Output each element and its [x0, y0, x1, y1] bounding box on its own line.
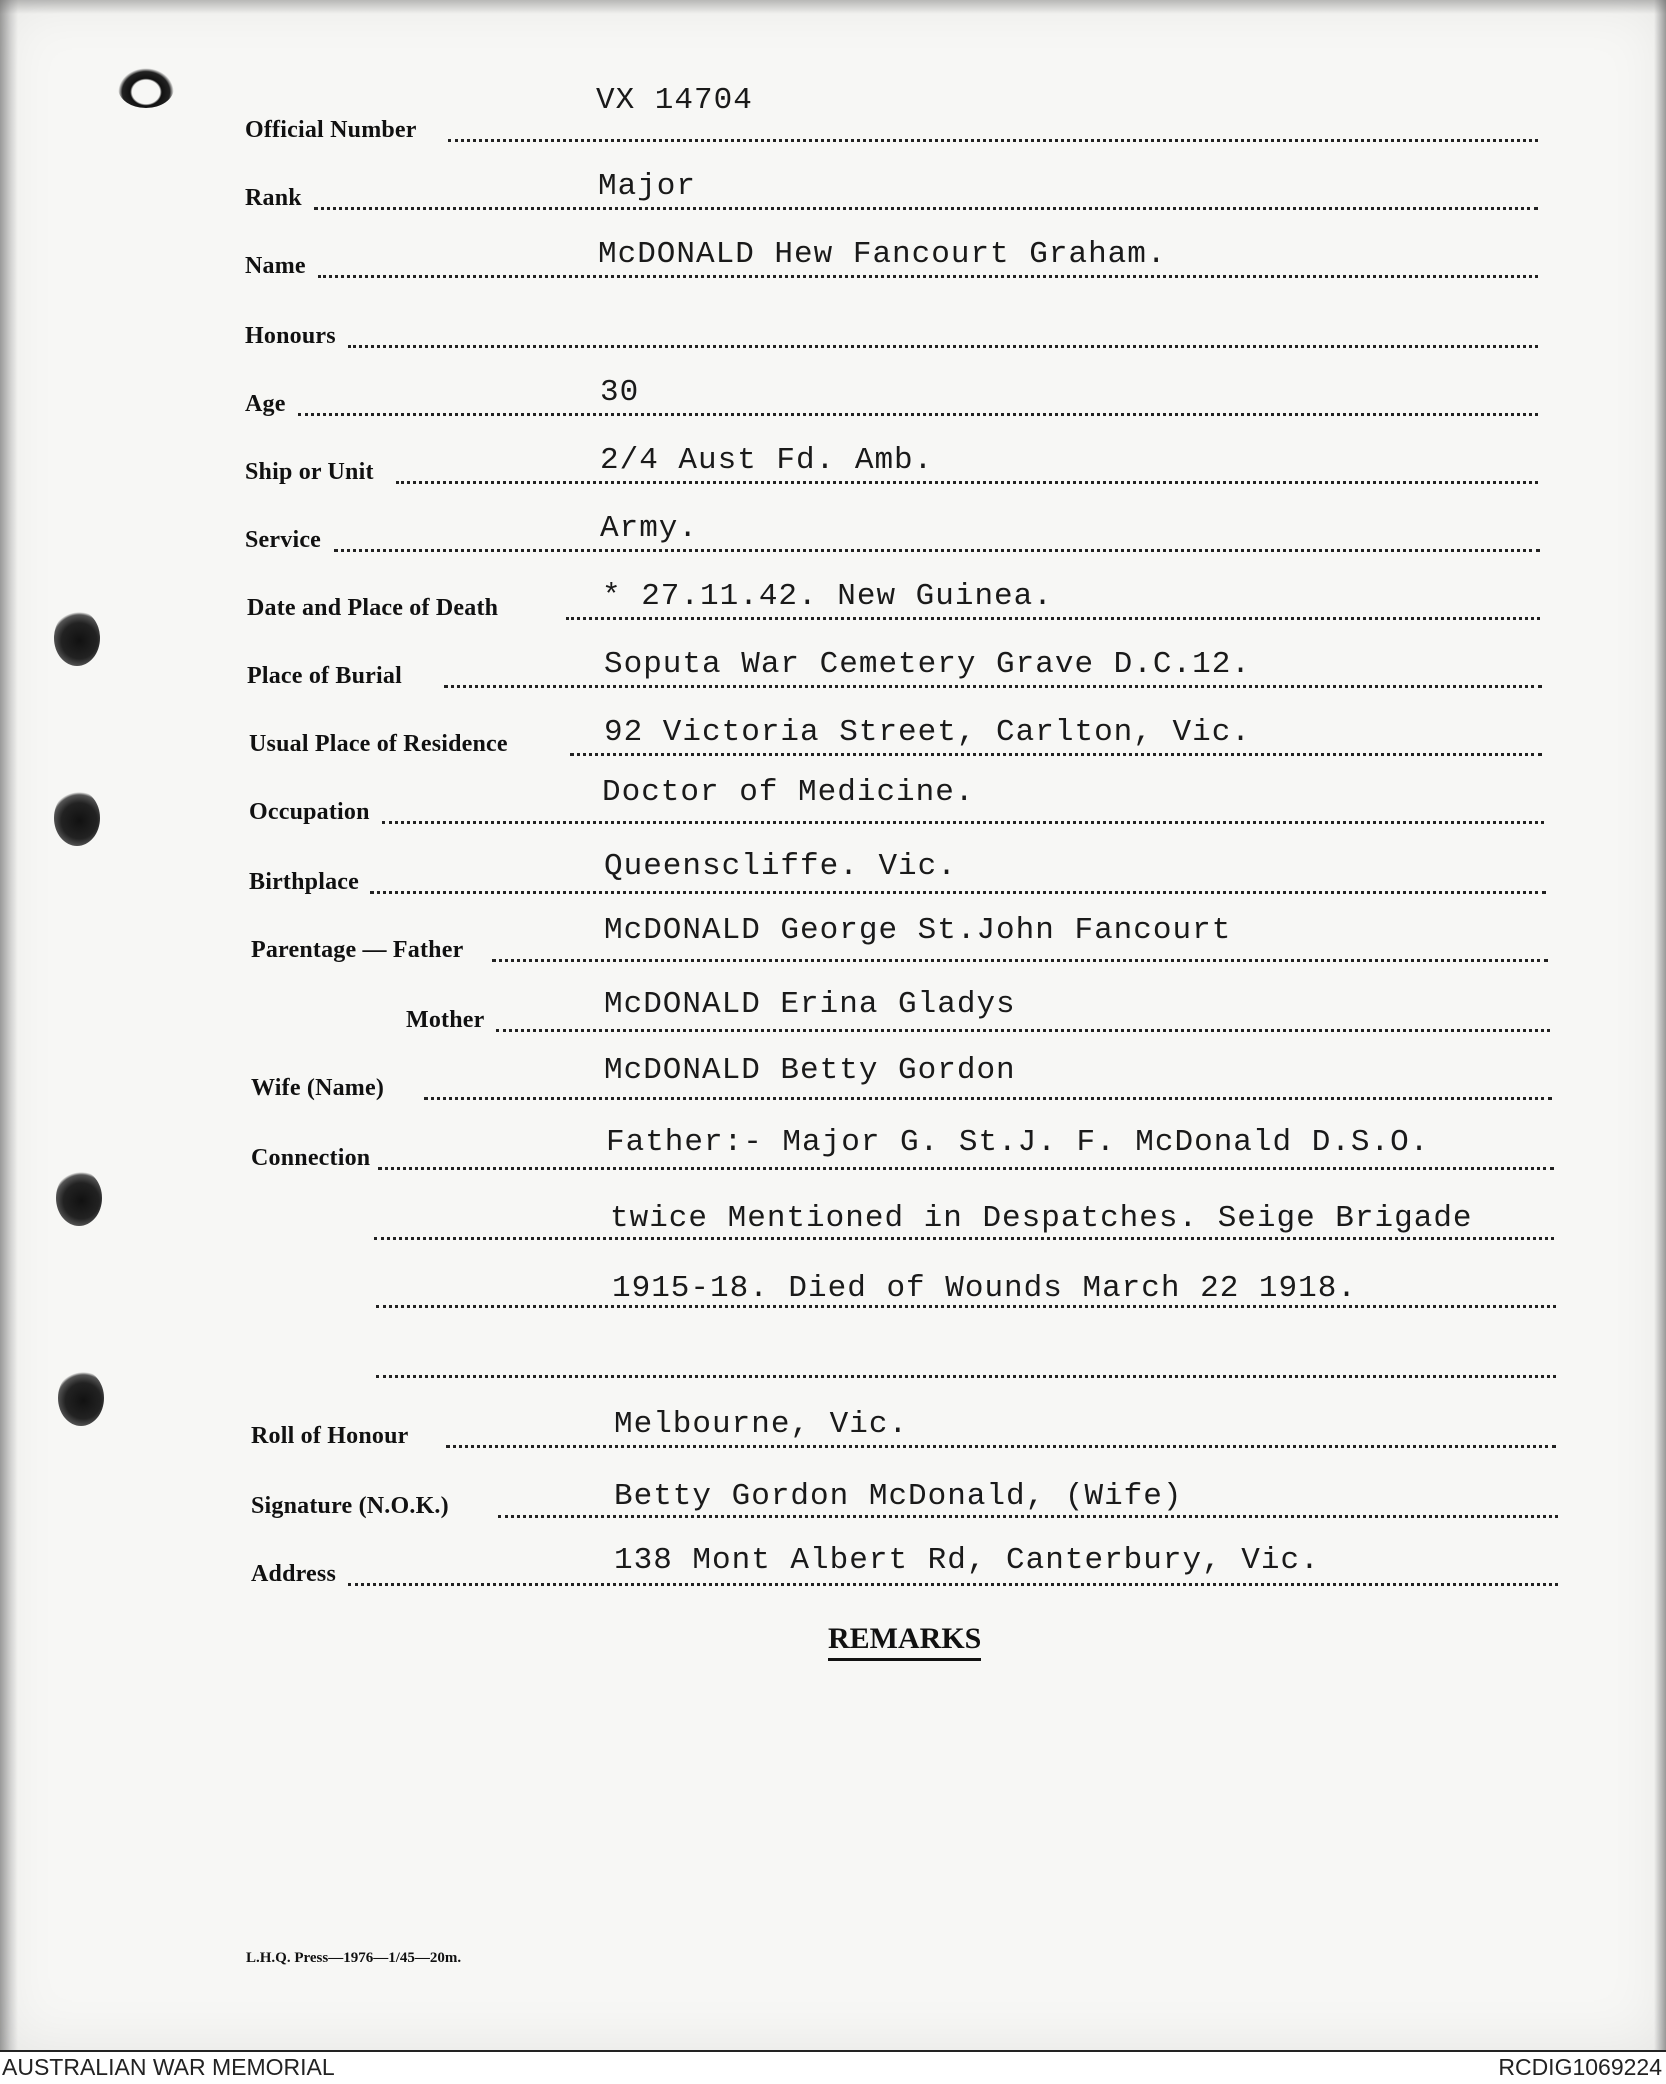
field-father — [0, 908, 1666, 978]
field-value: McDONALD Erina Gladys — [604, 987, 1016, 1022]
field-value: 138 Mont Albert Rd, Canterbury, Vic. — [614, 1543, 1320, 1578]
field-age — [0, 362, 1666, 432]
field-label: Ship or Unit — [245, 459, 374, 485]
field-value: Betty Gordon McDonald, (Wife) — [614, 1479, 1183, 1514]
field-label: Rank — [245, 185, 302, 211]
field-label: Connection — [251, 1145, 371, 1171]
dotted-line — [370, 891, 1546, 894]
field-value: McDONALD Hew Fancourt Graham. — [598, 237, 1167, 272]
dotted-line — [376, 1375, 1556, 1378]
dotted-line — [348, 345, 1538, 348]
field-official-number — [0, 83, 1666, 158]
dotted-line — [348, 1583, 1558, 1586]
dotted-line — [396, 481, 1538, 484]
field-value: Soputa War Cemetery Grave D.C.12. — [604, 647, 1251, 682]
scan-edge-top — [0, 0, 1666, 14]
field-label: Place of Burial — [247, 663, 402, 689]
dotted-line — [492, 959, 1548, 962]
field-connection-line — [0, 1186, 1666, 1256]
field-label: Name — [245, 253, 306, 279]
field-burial — [0, 634, 1666, 704]
credit-record-id: RCDIG1069224 — [1498, 2054, 1662, 2080]
field-label: Age — [245, 391, 286, 417]
credit-institution: AUSTRALIAN WAR MEMORIAL — [2, 2054, 335, 2080]
field-label: Honours — [245, 323, 336, 349]
dotted-line — [496, 1029, 1550, 1032]
field-name — [0, 224, 1666, 294]
field-birthplace — [0, 840, 1666, 910]
field-connection-line — [0, 1324, 1666, 1394]
print-note: L.H.Q. Press—1976—1/45—20m. — [246, 1950, 462, 1966]
field-label: Parentage — Father — [251, 937, 464, 963]
field-label: Wife (Name) — [251, 1075, 385, 1101]
field-value: * 27.11.42. New Guinea. — [602, 579, 1053, 614]
field-connection — [0, 1116, 1666, 1186]
dotted-line — [446, 1445, 1556, 1448]
dotted-line — [334, 549, 1540, 552]
dotted-line — [298, 413, 1538, 416]
field-connection-line — [0, 1254, 1666, 1324]
dotted-line — [378, 1167, 1554, 1170]
dotted-line — [382, 821, 1544, 824]
field-label: Official Number — [245, 117, 417, 143]
field-value: Major — [598, 169, 697, 204]
field-value: 2/4 Aust Fd. Amb. — [600, 443, 934, 478]
dotted-line — [448, 139, 1538, 142]
field-label: Occupation — [249, 799, 370, 825]
field-value: Father:- Major G. St.J. F. McDonald D.S.O. — [606, 1125, 1430, 1160]
field-occupation — [0, 770, 1666, 840]
field-mother — [0, 978, 1666, 1048]
field-value: 30 — [600, 375, 640, 410]
field-value: Army. — [600, 511, 699, 546]
field-value: McDONALD George St.John Fancourt — [604, 913, 1232, 948]
field-service — [0, 498, 1666, 568]
field-label: Roll of Honour — [251, 1423, 409, 1449]
field-label: Service — [245, 527, 322, 553]
dotted-line — [318, 275, 1538, 278]
field-honours — [0, 294, 1666, 364]
field-wife — [0, 1046, 1666, 1116]
field-signature — [0, 1464, 1666, 1534]
field-label: Signature (N.O.K.) — [251, 1493, 449, 1519]
field-label: Date and Place of Death — [247, 595, 499, 621]
field-residence — [0, 702, 1666, 772]
field-ship-or-unit — [0, 430, 1666, 500]
dotted-line — [444, 685, 1542, 688]
dotted-line — [566, 617, 1540, 620]
dotted-line — [424, 1097, 1552, 1100]
field-rank — [0, 156, 1666, 226]
field-value: twice Mentioned in Despatches. Seige Brigade — [610, 1201, 1473, 1236]
dotted-line — [374, 1237, 1554, 1240]
field-label: Birthplace — [249, 869, 359, 895]
field-address — [0, 1532, 1666, 1602]
field-label: Usual Place of Residence — [249, 731, 508, 757]
dotted-line — [570, 753, 1542, 756]
field-roll-of-honour — [0, 1394, 1666, 1464]
remarks-heading: REMARKS — [828, 1622, 981, 1661]
dotted-line — [498, 1515, 1558, 1518]
field-label: Mother — [406, 1007, 485, 1033]
field-value: Melbourne, Vic. — [614, 1407, 909, 1442]
field-label: Address — [251, 1561, 336, 1587]
dotted-line — [314, 207, 1538, 210]
field-death — [0, 566, 1666, 636]
field-value: VX 14704 — [596, 83, 753, 118]
field-value: 1915-18. Died of Wounds March 22 1918. — [612, 1271, 1357, 1306]
field-value: Doctor of Medicine. — [602, 775, 975, 810]
field-value: McDONALD Betty Gordon — [604, 1053, 1016, 1088]
field-value: Queenscliffe. Vic. — [604, 849, 957, 884]
field-value: 92 Victoria Street, Carlton, Vic. — [604, 715, 1251, 750]
